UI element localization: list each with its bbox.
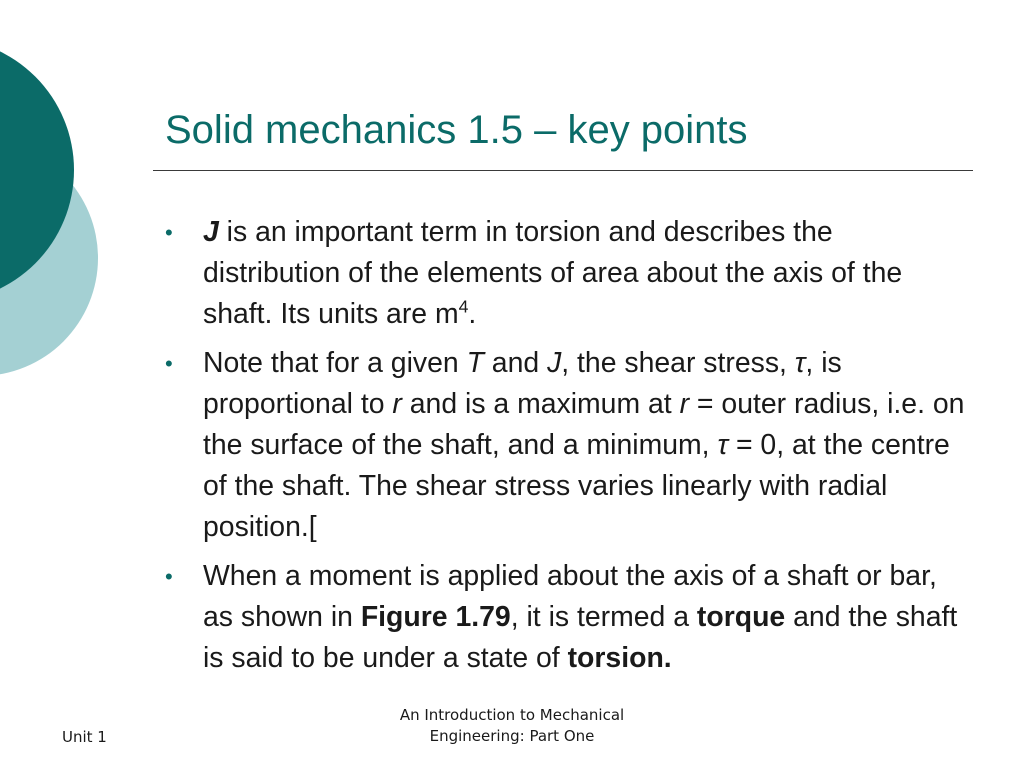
decorative-circles <box>0 0 140 420</box>
text-run: = outer radius, i.e. on the surface of the shaft, and a minimum, <box>203 388 965 461</box>
text-run: T <box>466 347 484 379</box>
footer-course-title-line-2: Engineering: Part One <box>429 727 595 745</box>
text-run: and the shaft is said to be under a state of <box>203 601 958 674</box>
text-run: , is proportional to <box>203 347 842 420</box>
text-run: Figure 1.79 <box>360 601 511 633</box>
bullet-point-3 <box>165 556 965 679</box>
text-run: J <box>547 347 562 379</box>
text-run: torsion. <box>567 642 672 674</box>
text-run: . <box>468 298 477 330</box>
slide-title: Solid mechanics 1.5 – key points <box>165 108 748 152</box>
footer-course-title <box>362 705 662 747</box>
bullet-icon: • <box>165 351 173 376</box>
text-run: r <box>392 388 402 420</box>
footer-unit-label: Unit 1 <box>62 728 107 746</box>
text-run: J <box>203 216 219 248</box>
text-run: is an important term in torsion and describes the distribution of the elements of area about the axis of the shaft. Its units are m <box>203 216 903 330</box>
bullet-point-2 <box>165 343 965 548</box>
text-run: and is a maximum at <box>401 388 680 420</box>
text-run: τ <box>717 429 729 461</box>
footer-course-title-line-1: An Introduction to Mechanical <box>399 706 625 724</box>
bullet-list <box>165 212 965 687</box>
text-run: τ <box>794 347 806 379</box>
bullet-icon: • <box>165 564 173 589</box>
text-run: and <box>483 347 548 379</box>
text-run: When a moment is applied about the axis of a shaft or bar, as shown in <box>203 560 937 633</box>
text-run: 4 <box>458 296 469 317</box>
text-run: , the shear stress, <box>561 347 795 379</box>
text-run: , it is termed a <box>510 601 697 633</box>
bullet-text-1 <box>203 216 902 330</box>
bullet-text-2 <box>203 347 964 543</box>
text-run: r <box>679 388 690 420</box>
bullet-icon: • <box>165 220 173 245</box>
title-divider <box>153 170 973 171</box>
text-run: Note that for a given <box>203 347 467 379</box>
bullet-text-3 <box>203 560 957 674</box>
text-run: = 0, at the centre of the shaft. The shear stress varies linearly with radial position.[ <box>203 429 950 543</box>
bullet-point-1 <box>165 212 965 335</box>
text-run: torque <box>696 601 786 633</box>
